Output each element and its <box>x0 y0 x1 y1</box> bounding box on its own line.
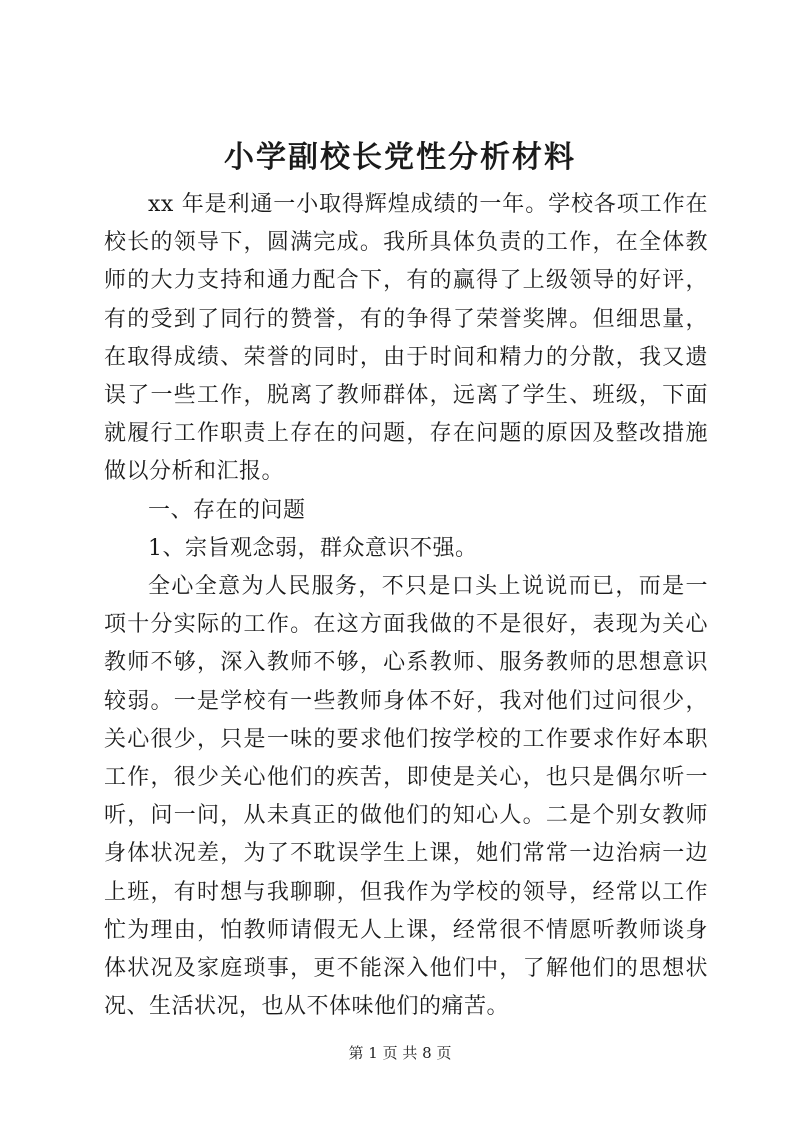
body-paragraph: 全心全意为人民服务，不只是口头上说说而已，而是一项十分实际的工作。在这方面我做的不是很好，表现为关心教师不够，深入教师不够，心系教师、服务教师的思想意识较弱。一是学校有一些教师身体不好，我对他们过问很少，关心很少，只是一味的要求他们按学校的工作要求作好本职工作，很少关心他们的疾苦，即使是关心，也只是偶尔听一听，问一问，从未真正的做他们的知心人。二是个别女教师身体状况差，为了不耽误学生上课，她们常常一边治病一边上班，有时想与我聊聊，但我作为学校的领导，经常以工作忙为理由，怕教师请假无人上课，经常很不情愿听教师谈身体状况及家庭琐事，更不能深入他们中，了解他们的思想状况、生活状况，也从不体味他们的痛苦。 <box>104 574 708 1020</box>
subsection-heading: 1、宗旨观念弱，群众意识不强。 <box>148 535 478 561</box>
page-footer: 第 1 页 共 8 页 <box>348 1044 452 1062</box>
intro-paragraph: xx 年是利通一小取得辉煌成绩的一年。学校各项工作在校长的领导下，圆满完成。我所具体负责的工作，在全体教师的大力支持和通力配合下，有的赢得了上级领导的好评，有的受到了同行的赞誉，有的争得了荣誉奖牌。但细思量，在取得成绩、荣誉的同时，由于时间和精力的分散，我又遗误了一些工作，脱离了教师群体，远离了学生、班级，下面就履行工作职责上存在的问题，存在问题的原因及整改措施做以分析和汇报。 <box>104 192 708 485</box>
section-heading: 一、存在的问题 <box>148 497 306 523</box>
document-title: 小学副校长党性分析材料 <box>224 140 576 175</box>
document-body <box>104 186 708 1026</box>
